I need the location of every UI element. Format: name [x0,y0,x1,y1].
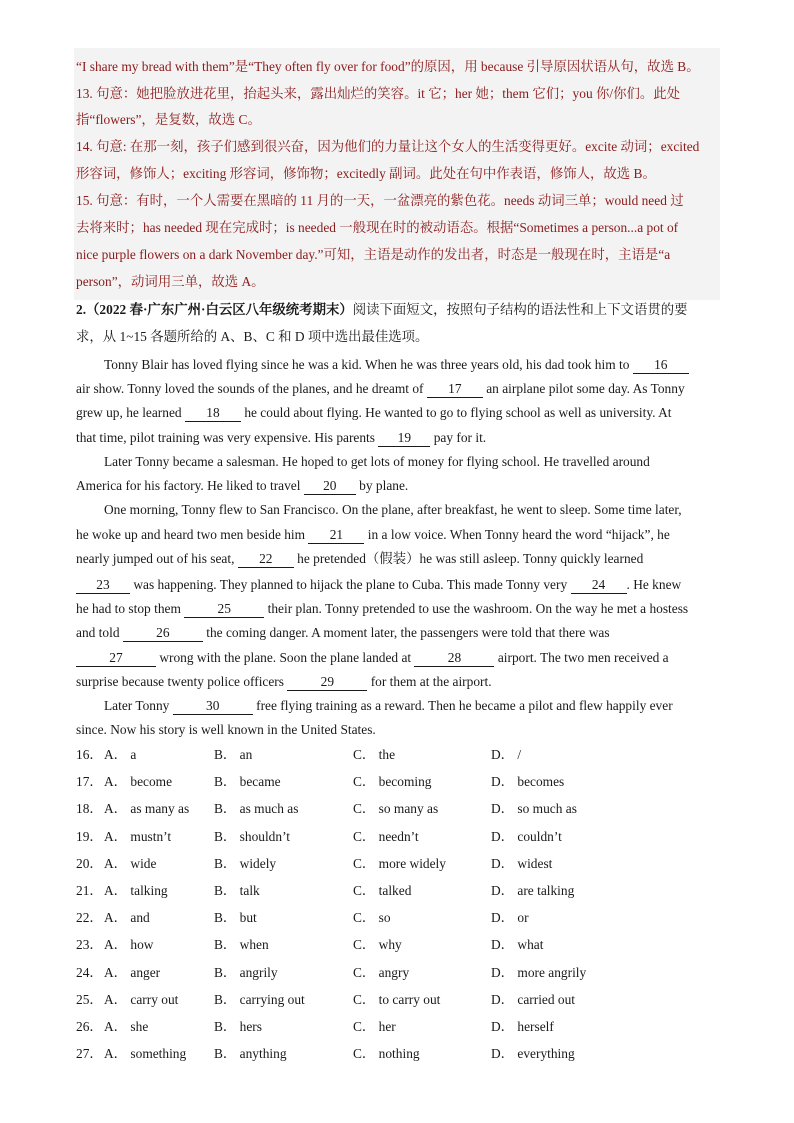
option-number: 25． [76,992,103,1007]
passage-text: an airplane pilot some day. As Tonny [486,381,685,396]
option-number: 24． [76,965,103,980]
option-c[interactable]: C． nothing [353,1046,420,1061]
option-number: 21． [76,883,103,898]
option-c[interactable]: C． talked [353,883,412,898]
passage-text: was happening. They planned to hijack the plane to Cuba. This made Tonny very [133,577,568,592]
option-d[interactable]: D． becomes [491,774,565,789]
passage-line [76,403,672,423]
option-a[interactable]: A． mustn’t [104,829,172,844]
option-number: 20． [76,856,103,871]
blank-28: 28 [414,650,494,667]
blank-21: 21 [308,527,364,544]
option-c[interactable]: C． why [353,937,402,952]
passage-text: by plane. [359,478,409,493]
passage-text: . He knew [626,577,682,592]
option-b[interactable]: B． but [214,910,257,925]
option-b[interactable]: B． angrily [214,965,278,980]
option-a[interactable]: A． she [104,1019,149,1034]
explanation-line: 形容词，修饰人；exciting 形容词，修饰物；excitedly 副词。此处在句中作表语，修饰人，故选 B。 [76,166,656,181]
explanation-line: 15. 句意：有时，一个人需要在黑暗的 11 月的一天，一盆漂亮的紫色花。needs 动词三单；would need 过 [76,193,684,208]
option-c[interactable]: C． her [353,1019,396,1034]
option-c[interactable]: C． to carry out [353,992,441,1007]
passage-line [76,379,685,399]
passage-line [76,549,643,569]
passage-text: the coming danger. A moment later, the passengers were told that there was [206,625,610,640]
option-c[interactable]: C． needn’t [353,829,419,844]
explanation-line: 去将来时；has needed 现在完成时；is needed 一般现在时的被动语态。根据“Sometimes a person...a pot of [76,220,679,235]
passage-text: he pretended（假装）he was still asleep. Tonny quickly learned [297,551,644,566]
option-number: 18． [76,801,103,816]
option-c[interactable]: C． angry [353,965,410,980]
blank-16: 16 [633,357,689,374]
option-d[interactable]: D． herself [491,1019,554,1034]
explanation-line: 14. 句意: 在那一刻，孩子们感到很兴奋，因为他们的力量让这个女人的生活变得更好。excite 动词；excited [76,139,700,154]
option-d[interactable]: D． more angrily [491,965,587,980]
passage-line [76,672,492,692]
passage-text: grew up, he learned [76,405,182,420]
explanation-line: 指“flowers”，是复数，故选 C。 [76,112,261,127]
passage-text: and told [76,625,120,640]
passage-text: air show. Tonny loved the sounds of the planes, and he dreamt of [76,381,424,396]
option-b[interactable]: B． anything [214,1046,287,1061]
blank-26: 26 [123,625,203,642]
option-c[interactable]: C． so many as [353,801,439,816]
option-b[interactable]: B． carrying out [214,992,305,1007]
passage-text: wrong with the plane. Soon the plane landed at [159,650,412,665]
passage-line [104,355,689,375]
explanation-line: “I share my bread with them”是“They often fly over for food”的原因，用 because 引导原因状语从句，故选 B。 [76,59,700,74]
passage-line [104,696,673,716]
passage-line [76,525,670,545]
option-a[interactable]: A． a [104,747,137,762]
passage-text: he could about flying. He wanted to go to flying school as well as university. At [244,405,672,420]
passage-line [76,476,408,496]
option-d[interactable]: D． / [491,747,522,762]
option-a[interactable]: A． become [104,774,173,789]
passage-line [76,428,486,448]
question-instruction: 求，从 1~15 各题所给的 A、B、C 和 D 项中选出最佳选项。 [76,329,429,344]
passage-text: he had to stop them [76,601,181,616]
passage-line [76,623,610,643]
option-c[interactable]: C． more widely [353,856,446,871]
explanation-line: nice purple flowers on a dark November day.”可知，主语是动作的发出者，时态是一般现在时，主语是“a [76,247,671,262]
blank-17: 17 [427,381,483,398]
option-a[interactable]: A． and [104,910,150,925]
option-a[interactable]: A． how [104,937,154,952]
option-number: 26． [76,1019,103,1034]
passage-text: airport. The two men received a [497,650,669,665]
passage-text: nearly jumped out of his seat, [76,551,235,566]
blank-29: 29 [287,674,367,691]
blank-27: 27 [76,650,156,667]
passage-line: Later Tonny became a salesman. He hoped to get lots of money for flying school. He travelled around [104,454,650,469]
option-a[interactable]: A． as many as [104,801,190,816]
question-source: （2022 春·广东广州·白云区八年级统考期末） [86,302,353,317]
option-d[interactable]: D． so much as [491,801,577,816]
option-c[interactable]: C． the [353,747,396,762]
passage-text: America for his factory. He liked to travel [76,478,301,493]
option-b[interactable]: B． as much as [214,801,299,816]
option-a[interactable]: A． wide [104,856,157,871]
option-c[interactable]: C． becoming [353,774,432,789]
passage-text: pay for it. [433,430,487,445]
explanation-line: person”，动词用三单，故选 A。 [76,274,265,289]
option-b[interactable]: B． became [214,774,281,789]
passage-text: surprise because twenty police officers [76,674,284,689]
passage-line: One morning, Tonny flew to San Francisco. On the plane, after breakfast, he went to sleep. Some time later, [104,502,682,517]
option-number: 27． [76,1046,103,1061]
option-d[interactable]: D． what [491,937,544,952]
blank-19: 19 [378,430,430,447]
passage-line: since. Now his story is well known in the United States. [76,722,376,737]
question-instruction: 阅读下面短文，按照句子结构的语法性和上下文语贯的要 [352,302,688,317]
blank-25: 25 [184,601,264,618]
explanation-line: 13. 句意：她把脸放进花里，抬起头来，露出灿烂的笑容。it 它；her 她；them 它们；you 你/你们。此处 [76,86,681,101]
option-number: 22． [76,910,103,925]
blank-18: 18 [185,405,241,422]
option-d[interactable]: D． everything [491,1046,575,1061]
option-d[interactable]: D． carried out [491,992,576,1007]
passage-line [76,648,669,668]
passage-text: Later Tonny [104,698,170,713]
option-a[interactable]: A． something [104,1046,187,1061]
option-number: 17． [76,774,103,789]
option-number: 19． [76,829,103,844]
question-number: 2. [76,302,87,317]
option-b[interactable]: B． hers [214,1019,262,1034]
blank-23: 23 [76,577,130,594]
passage-text: he woke up and heard two men beside him [76,527,306,542]
option-a[interactable]: A． anger [104,965,161,980]
option-a[interactable]: A． carry out [104,992,179,1007]
blank-24: 24 [571,577,627,594]
option-d[interactable]: D． widest [491,856,553,871]
option-b[interactable]: B． when [214,937,269,952]
option-a[interactable]: A． talking [104,883,168,898]
passage-text: that time, pilot training was very expensive. His parents [76,430,375,445]
option-number: 23． [76,937,103,952]
passage-text: Tonny Blair has loved flying since he was a kid. When he was three years old, his dad took him to [104,357,630,372]
option-d[interactable]: D． are talking [491,883,575,898]
passage-text: for them at the airport. [370,674,492,689]
passage-line [76,575,681,595]
option-d[interactable]: D． couldn’t [491,829,562,844]
blank-20: 20 [304,478,356,495]
option-b[interactable]: B． an [214,747,253,762]
passage-text: free flying training as a reward. Then he became a pilot and flew happily ever [256,698,673,713]
passage-line [76,599,688,619]
option-b[interactable]: B． shouldn’t [214,829,291,844]
blank-30: 30 [173,698,253,715]
option-b[interactable]: B． widely [214,856,277,871]
blank-22: 22 [238,551,294,568]
passage-text: their plan. Tonny pretended to use the washroom. On the way he met a hostess [267,601,689,616]
option-c[interactable]: C． so [353,910,391,925]
option-b[interactable]: B． talk [214,883,260,898]
question-header [76,300,688,320]
option-d[interactable]: D． or [491,910,529,925]
option-number: 16． [76,747,103,762]
passage-text: in a low voice. When Tonny heard the word “hijack”, he [367,527,670,542]
